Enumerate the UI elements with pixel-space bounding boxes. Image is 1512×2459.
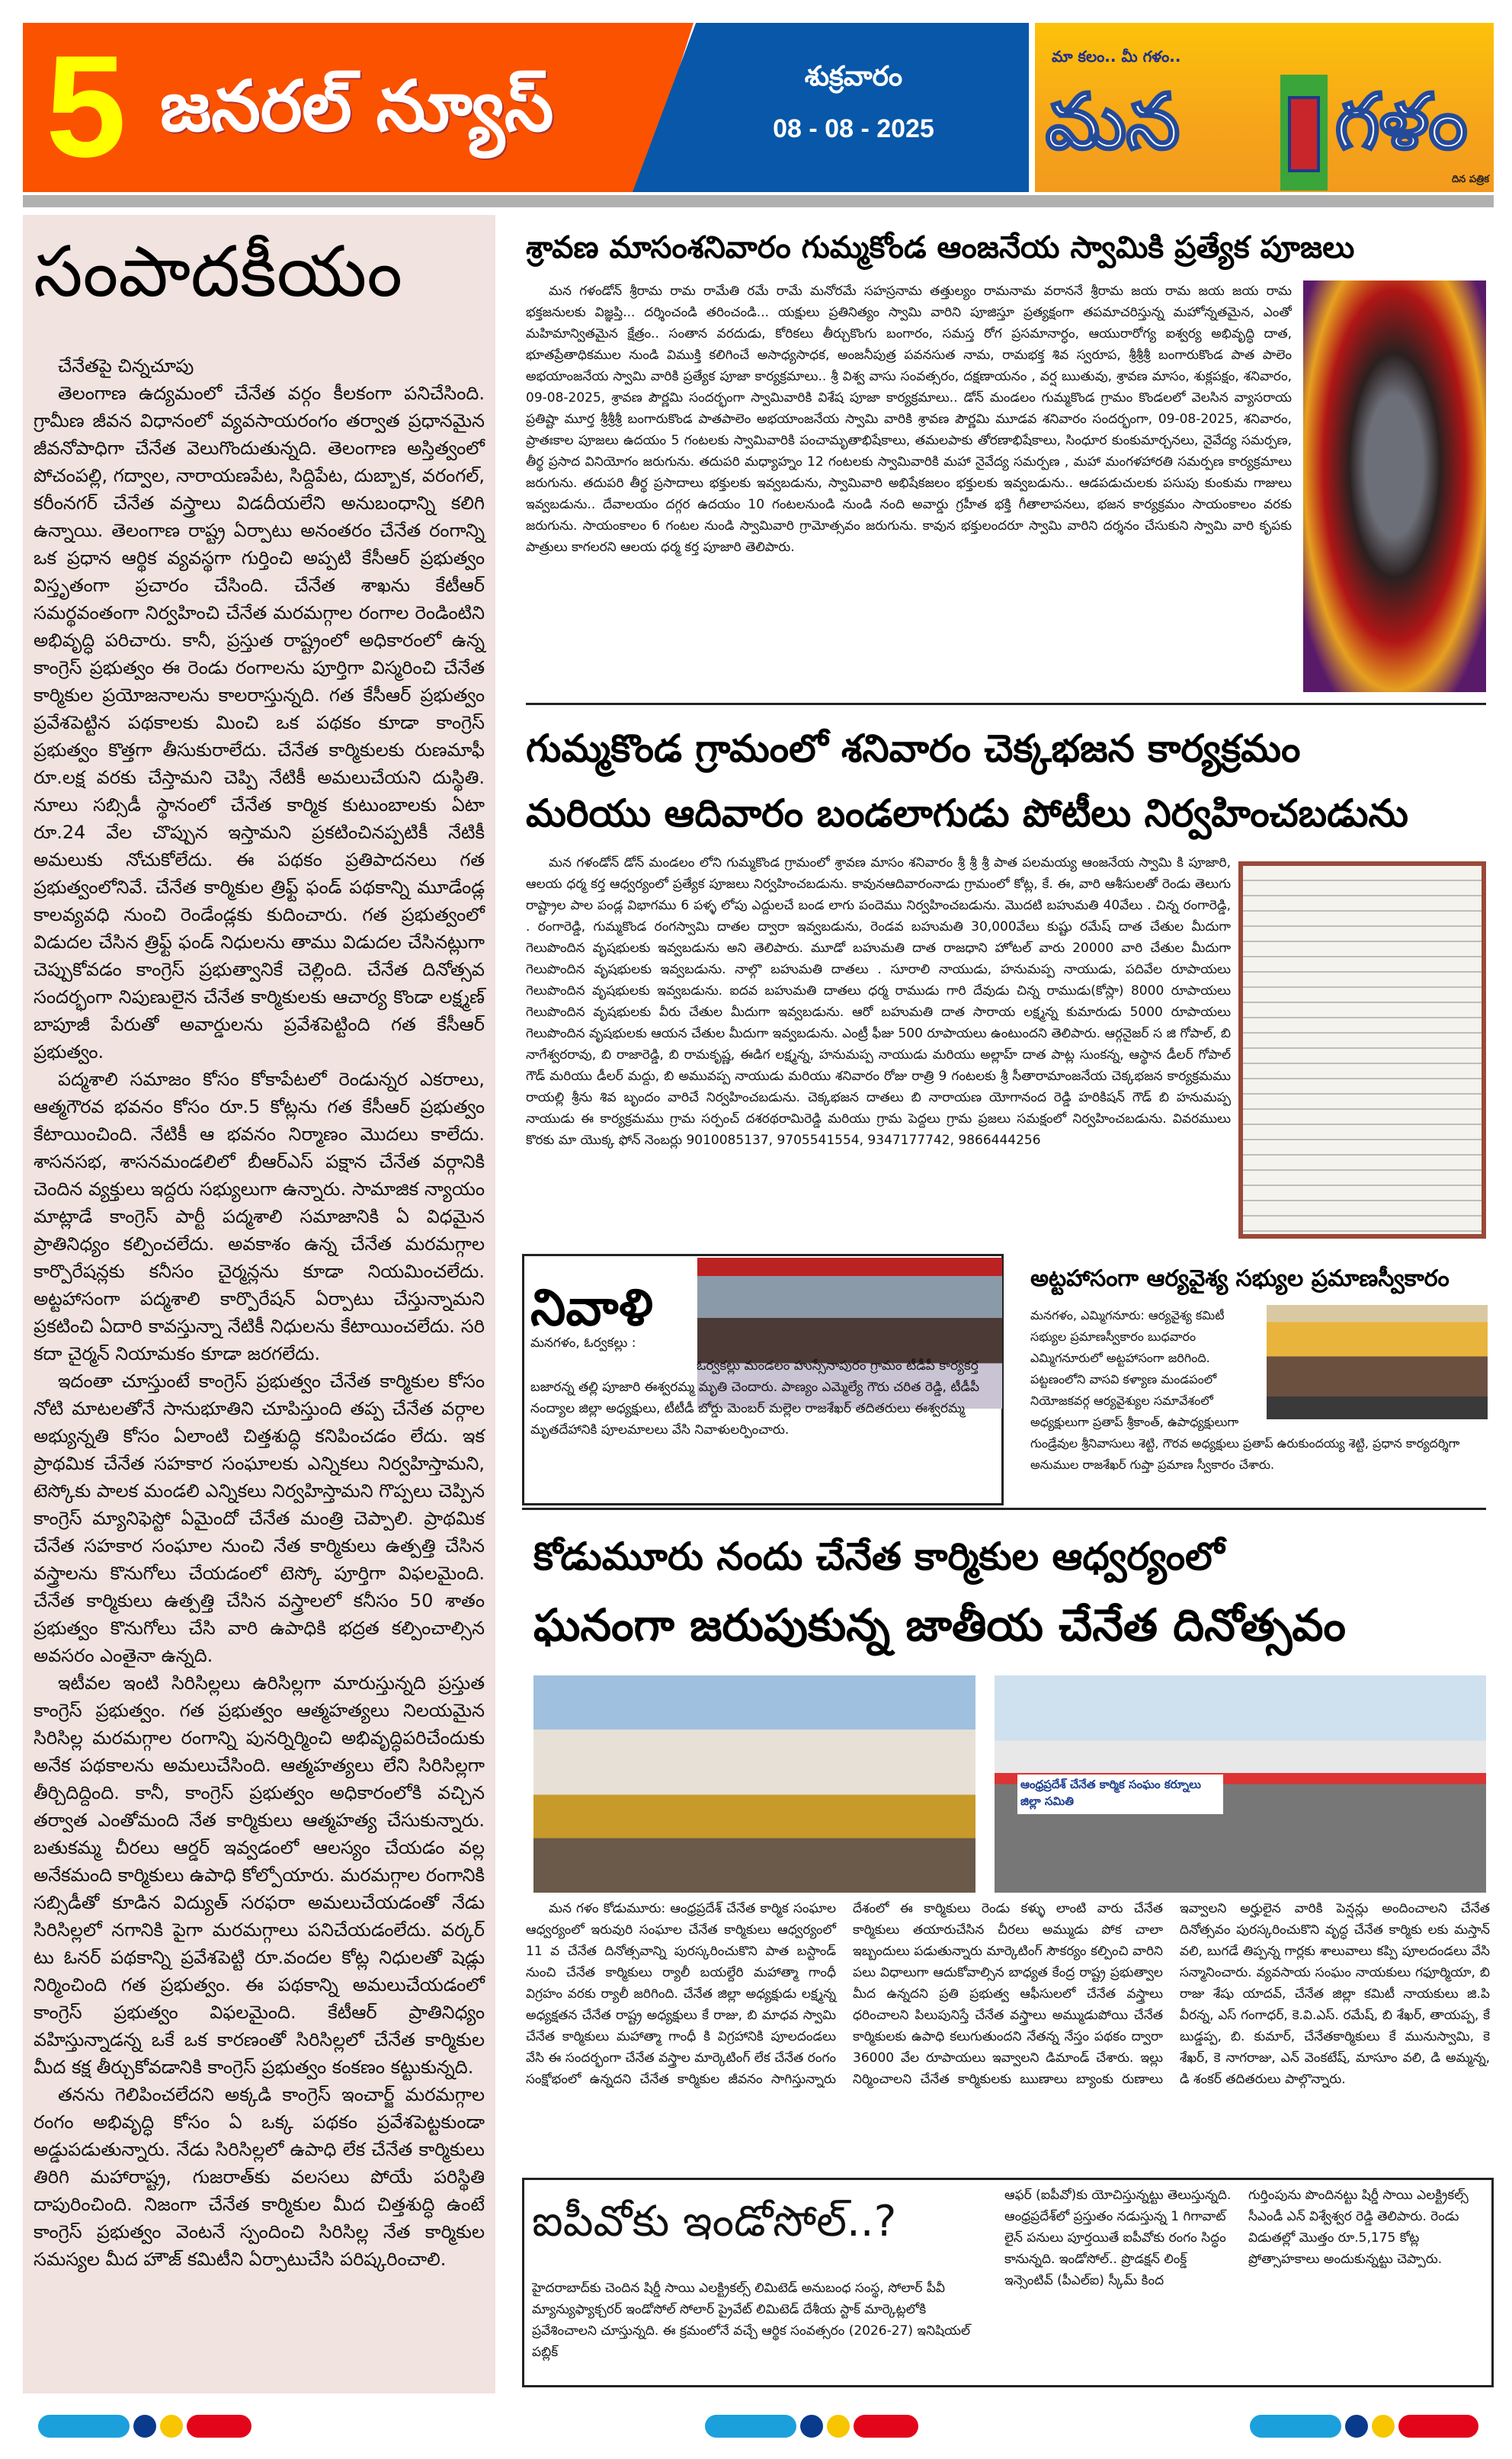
- article2-headline-line1: గుమ్మకొండ గ్రామంలో శనివారం చెక్కభజన కార్యక్రమం: [526, 726, 1301, 771]
- editorial-subtitle: చేనేతపై చిన్నచూపు: [58, 355, 194, 377]
- edition-number: 5: [46, 26, 127, 188]
- masthead-title: జనరల్ న్యూస్: [160, 66, 554, 147]
- arya-vaisya-headline: అట్టహాసంగా ఆర్యవైశ్య సభ్యుల ప్రమాణస్వీకారం: [1030, 1265, 1450, 1292]
- raised-fist-pen-icon: [1280, 75, 1328, 191]
- article3-text: మన గళం కోడుమూరు: ఆంధ్రప్రదేశ్ చేనేత కార్మిక సంఘాల ఆధ్వర్యంలో ఇరువురి సంఘాల చేనేత కార్మికులు ఆధ్వర్యంలో 11 వ చేనేత దినోత్సవాన్ని పురస్కరించుకొని పాత బస్టాండ్ నుంచి చేనేత కార్మికులు ర్యాలీ బయల్దేరి మహాత్మా గాంధీ విగ్రహం వరకు ర్యాలీ జరిగింది. చేనేత జిల్లా అధ్యక్షుడు లక్ష్మన్న అధ్యక్షతన చేనేత రాష్ట్ర అధ్యక్షులు కే రాజు, బి మాధవ స్వామి చేనేత కార్మికులు మహాత్మా గాంధీ కి విగ్రహానికి పూలదండలు వేసి ఈ సందర్భంగా చేనేత వస్త్రాల మార్కెటింగ్ లేక చేనేత రంగం సంక్షోభంలో ఉన్నదని చేనేత కార్మికుల జీవనం సాగిస్తున్నారు దేశంలో ఈ కార్మికులు రెండు కళ్ళు లాంటి వారు చేనేత కార్మికులు తయారుచేసిన చీరలు అమ్ముడు పోక చాలా ఇబ్బందులు పడుతున్నారు మార్కెటింగ్ సౌకర్యం కల్పించి వారిని పలు విధాలుగా ఆదుకోవాల్సిన బాధ్యత కేంద్ర రాష్ట్ర ప్రభుత్వాల మీద ఉన్నదని ప్రతి ప్రభుత్వ ఆఫీసులలో చేనేత వస్త్రాలు ధరించాలని పిలుపునిస్తే చేనేత వస్త్రాలు అమ్ముడుపోయి చేనేత కార్మికులకు ఉపాధి కలుగుతుందని నేతన్న నేస్తం పథకం ద్వారా 36000 వేల రూపాయలు ఇవ్వాలని డిమాండ్ చేశారు. ఇల్లు నిర్మించాలని చేనేత కార్మికులకు ఋణాలు బ్యాంకు రుణాలు ఇవ్వాలని అర్హులైన వారికి పెన్షన్లు అందించాలని చేనేత దినోత్సవం పురస్కరించుకొని వృద్ధ చేనేత కార్మికు లకు మస్తాన్ వలి, బుగడే తిప్పన్న గార్లకు శాలువాలు కప్పి పూలదండలు వేసి సన్మానించారు. వ్యవసాయ సంఘం నాయకులు గఫూర్మియా, బి రాజు శేషు యాదవ్, చేనేత జిల్లా కమిటీ నాయకులు జి.పి వీరన్న, ఎస్ గంగాధర్, కె.వి.ఎస్. రమేష్, బి శేఖర్, తాయప్ప, కే బుడ్డప్ప, బి. కుమార్, చేనేతకార్మికులు కే మునుస్వామి, కె శేఖర్, కె నాగరాజు, ఎన్ వెంకటేష్, మాసూం వలి, డి అమ్మన్న, డి శంకర్ తదితరులు పాల్గొన్నారు.: [526, 1901, 1490, 2087]
- article2-headline-line2: మరియు ఆదివారం బండలాగుడు పోటీలు నిర్వహించబడును: [526, 791, 1408, 835]
- arya-vaisya-body: [1030, 1305, 1488, 1496]
- header-divider: [23, 195, 1494, 207]
- issue-day: శుక్రవారం: [804, 61, 903, 92]
- nivali-label: నివాళి: [530, 1278, 653, 1337]
- editorial-paragraph: పద్మశాలి సమాజం కోసం కోకాపేటలో రెండున్నర ఎకరాలు, ఆత్మగౌరవ భవనం కోసం రూ.5 కోట్లను గత కేసీఆర్ ప్రభుత్వం కేటాయించింది. నేటికీ ఆ భవనం నిర్మాణం మొదలు కాలేదు. శాసనసభ, శాసనమండలిలో బీఆర్ఎస్ పక్షాన చేనేత వర్గానికి చెందిన వ్యక్తులు ఇద్దరు సభ్యులుగా ఉన్నారు. సామాజిక న్యాయం మాట్లాడే కాంగ్రెస్ పార్టీ పద్మశాలి సమాజానికి ఏ విధమైన ప్రాతినిధ్యం కల్పించలేదు. అవకాశం ఉన్న చేనేత మరమగ్గాల కార్పొరేషన్లకు కనీసం చైర్మన్లను కూడా నియమించలేదు. అట్టహాసంగా పద్మశాలి కార్పొరేషన్ ఏర్పాటు చేస్తున్నామని ప్రకటించి ఏదారి కావస్తున్నా నేటికీ నిధులను కేటాయించలేదు. సరి కదా చైర్మన్ నియామకం కూడా జరగలేదు.: [34, 1069, 485, 1364]
- editorial-paragraph: తెలంగాణ ఉద్యమంలో చేనేత వర్గం కీలకంగా పనిచేసింది. గ్రామీణ జీవన విధానంలో వ్యవసాయరంగం తర్వాత ప్రధానమైన జీవనోపాధిగా చేనేత వెలుగొందుతున్నది. తెలంగాణ అస్తిత్వంలో పోచంపల్లి, గద్వాల, నారాయణపేట, సిద్దిపేట, దుబ్బాక, వరంగల్, కరీంనగర్ చేనేత వస్త్రాలు విడదీయలేని అనుబంధాన్ని కలిగి ఉన్నాయి. తెలంగాణ రాష్ట్ర ఏర్పాటు అనంతరం చేనేత రంగాన్ని ఒక ప్రధాన ఆర్థిక వ్యవస్థగా గుర్తించి అప్పటి కేసీఆర్ ప్రభుత్వం విస్తృతంగా ప్రచారం చేసింది. చేనేత శాఖను కేటీఆర్ సమర్థవంతంగా నిర్వహించి చేనేత మరమగ్గాల రంగాల రెండింటిని అభివృద్ధి పరిచారు. కానీ, ప్రస్తుత రాష్ట్రంలో అధికారంలో ఉన్న కాంగ్రెస్ ప్రభుత్వం ఈ రెండు రంగాలను పూర్తిగా విస్మరించి చేనేత కార్మికుల ప్రయోజనాలను కాలరాస్తున్నది. గత కేసీఆర్ ప్రభుత్వం ప్రవేశపెట్టిన పథకాలకు మించి ఒక పథకం కూడా కాంగ్రెస్ ప్రభుత్వం కొత్తగా తీసుకురాలేదు. చేనేత కార్మికులకు రుణమాఫీ రూ.లక్ష వరకు చేస్తామని చెప్పి నేటికీ అమలుచేయని దుస్థితి. నూలు సబ్సిడీ స్థానంలో చేనేత కార్మిక కుటుంబాలకు ఏటా రూ.24 వేల చొప్పున ఇస్తామని ప్రకటించినప్పటికీ నేటికీ అమలుకు నోచుకోలేదు. ఈ పథకం ప్రతిపాదనలు గత ప్రభుత్వంలోనివే. చేనేత కార్మికుల త్రిఫ్ట్ ఫండ్ పథకాన్ని మూడేండ్ల కాలవ్యవధి నుంచి రెండేండ్లకు కుదించారు. గత ప్రభుత్వంలో విడుదల చేసిన త్రిఫ్ట్ ఫండ్ నిధులను తాము విడుదల చేసినట్లుగా చెప్పుకోవడం కాంగ్రెస్ ప్రభుత్వానికే చెల్లింది. చేనేత దినోత్సవ సందర్భంగా నిపుణులైన చేనేత కార్మికులకు ఆచార్య కొండా లక్ష్మణ్ బాపూజీ పేరుతో అవార్డులను ప్రవేశపెట్టింది గత కేసీఆర్ ప్రభుత్వం.: [34, 383, 485, 1063]
- arya-vaisya-text: మనగళం, ఎమ్మిగనూరు: ఆర్యవైశ్య కమిటీ సభ్యుల ప్రమాణస్వీకారం బుధవారం ఎమ్మిగనూరులో అట్టహాసంగా జరిగింది. పట్టణంలోని వాసవి కళ్యాణ మండపంలో నియోజకవర్గ ఆర్యవైశ్యుల సమావేశంలో అధ్యక్షులుగా ప్రతాప్ శ్రీకాంత్, ఉపాధ్యక్షులుగా గుండ్రేవుల శ్రీనివాసులు శెట్టి, గౌరవ అధ్యక్షులు ప్రతాప్ ఉరుకుందయ్య శెట్టి, ప్రధాన కార్యదర్శిగా అనుముల రాజశేఖర్ గుప్తా ప్రమాణ స్వీకారం చేశారు.: [1030, 1308, 1460, 1472]
- nivali-dateline: మనగళం, ఓర్వకల్లు :: [530, 1335, 636, 1351]
- article2-body: [526, 852, 1231, 1241]
- indosol-col3: గుర్తింపును పొందినట్టు షిర్డీ సాయి ఎలక్ట్రికల్స్ సీఎండీ ఎన్ విశ్వేశ్వర రెడ్డి తెలిపారు. రెండు విడుతల్లో మొత్తం రూ.5,175 కోట్ల ప్రోత్సాహకాలు అందుకున్నట్టు చెప్పారు.: [1248, 2188, 1469, 2267]
- indosol-col1: హైదరాబాద్‌కు చెందిన షిర్డీ సాయి ఎలక్ట్రికల్స్ లిమిటెడ్ అనుబంధ సంస్థ, సోలార్ పీవీ మ్యాన్యుఫ్యాక్చరర్ ఇండోసోల్ సోలార్ ప్రైవేట్ లిమిటెడ్ దేశీయ స్టాక్ మార్కెట్లలోకి ప్రవేశించాలని చూస్తున్నది. ఈ క్రమంలోనే వచ్చే ఆర్థిక సంవత్సరం (2026-27) ఇనిషియల్ పబ్లిక్: [532, 2281, 971, 2360]
- nivali-box: [522, 1254, 1004, 1505]
- logo-tagline: మా కలం.. మీ గళం..: [1052, 47, 1181, 66]
- indosol-headline: ఐపీవోకు ఇండోసోల్..?: [532, 2197, 897, 2246]
- gandhi-statue-photo: [533, 1675, 975, 1893]
- rally-banner-text: ఆంధ్రప్రదేశ్ చేనేత కార్మిక సంఘం కర్నూలు జిల్లా సమితి: [1017, 1775, 1223, 1814]
- editorial-paragraph: తనను గెలిపించలేదని అక్కడి కాంగ్రెస్ ఇంచార్జ్ మరమగ్గాల రంగం అభివృద్ధి కోసం ఏ ఒక్క పథకం ప్రవేశపెట్టకుండా అడ్డుపడుతున్నారు. నేడు సిరిసిల్లలో ఉపాధి లేక చేనేత కార్మికులు తిరిగి మహారాష్ట్ర, గుజరాత్‌కు వలసలు పోయే పరిస్థితి దాపురించింది. నిజంగా చేనేత కార్మికుల మీద చిత్తశుద్ధి ఉంటే కాంగ్రెస్ ప్రభుత్వం వెంటనే స్పందించి సిరిసిల్ల నేత కార్మికుల సమస్యల మీద హౌజ్ కమిటీని ఏర్పాటుచేసి పరిష్కరించాలి.: [34, 2084, 485, 2270]
- issue-date: 08 - 08 - 2025: [773, 114, 934, 143]
- oath-ceremony-photo: [1267, 1305, 1488, 1419]
- bull-race-pamphlet-photo: [1238, 861, 1486, 1239]
- article3-headline-line1: కోడుమూరు నందు చేనేత కార్మికుల ఆధ్వర్యంలో: [533, 1534, 1225, 1579]
- hanuman-idol-photo: [1303, 281, 1486, 692]
- indosol-box: [522, 2178, 1494, 2387]
- article1-body: [526, 281, 1292, 692]
- indosol-col2: ఆఫర్ (ఐపీవో)కు యోచిస్తున్నట్టు తెలుస్తున్నది. ఆంధ్రప్రదేశ్‌లో ప్రస్తుతం నడుస్తున్న 1 గిగావాట్ లైన్ పనులు పూర్తయితే ఐపీవోకు రంగం సిద్ధం కానున్నది. ఇండోసోల్.. ప్రొడక్షన్ లింక్డ్ ఇన్సెంటివ్ (పీఎల్ఐ) స్కీమ్ కింద: [1004, 2188, 1232, 2288]
- editorial-title: సంపాదకీయం: [34, 231, 403, 313]
- logo-word-left: మన: [1046, 77, 1180, 166]
- article1-headline: శ్రావణ మాసంశనివారం గుమ్మకోండ ఆంజనేయ స్వామికి ప్రత్యేక పూజలు: [526, 230, 1355, 265]
- nivali-body: ఓర్వకల్లు మండలం హుస్సేనాపురం గ్రామం టీడీపీ కార్యకర్త బజారన్న తల్లి పూజారి ఈశ్వరమ్మ మృతి చెందారు. పాణ్యం ఎమ్మెల్యే గౌరు చరిత రెడ్డి, టీడీపీ నంద్యాల జిల్లా అధ్యక్షులు, టీటీడీ బోర్డు మెంబర్ మల్లెల రాజశేఖర్ తదితరులు ఈశ్వరమ్మ మృతదేహానికి పూలమాలలు వేసి నివాళులర్పించారు.: [530, 1358, 980, 1438]
- section-divider: [522, 1508, 1486, 1510]
- article2-text: మన గళండోన్ డోన్ మండలం లోని గుమ్మకొండ గ్రామంలో శ్రావణ మాసం శనివారం శ్రీ శ్రీ శ్రీ పాత పలమయ్య ఆంజనేయ స్వామి కి పూజారి, ఆలయ ధర్మ కర్త ఆధ్వర్యంలో ప్రత్యేక పూజలు నిర్వహించబడును. కావునఆదివారంనాడు గ్రామంలో కోట్ల, కే. ఈ, వారి ఆశీసులతో రెండు తెలుగు రాష్ట్రాల పాల పండ్ల విభాగము 6 పళ్ళ లోపు ఎద్దులచే బండ లాగు పందెము నిర్వహించబడును. మొదటి బహుమతి 40వేలు . చిన్న రంగారెడ్డి, . రంగారెడ్డి, గుమ్మకొండ రంగస్వామి దాతల ద్వారా ఇవ్వబడును, రెండవ బహుమతి 30,000వేలు కుష్టు రమేష్ దాత చేతుల మీదుగా గెలుపొందిన వృషభులకు ఇవ్వబడును అని తెలిపారు. మూడో బహుమతి దాత రాజధాని హోటల్ వారు 20000 వారి చేతుల మీదుగా గెలుపొందిన వృషభులకు ఇవ్వబడును. నాల్గొ బహుమతి దాతలు . సూరాలి నాయుడు, హనుమప్ప నాయుడు, పదివేల రూపాయలు గెలుపొందిన వృషభులకు ఇవ్వబడును. ఐదవ బహుమతి దాతలు ధర్మ రాముడు గారి దేవుడు చిన్న రాముడు(కోస్లా) 8000 రూపాయలు గెలుపొందిన వృషభులకు వీరు చేతుల మీదుగా ఇవ్వబడును. ఆరో బహుమతి దాత సారాయ లక్ష్మన్న కుమారుడు 5000 రూపాయలు గెలుపొందిన వృషభులకు ఆయన చేతుల మీదుగా ఇవ్వబడును. ఎంట్రీ ఫీజు 500 రూపాయలు ఉంటుందని తెలిపారు. ఆర్గనైజర్ స జి గోపాల్, బి నాగేశ్వరరావు, బి రాజారెడ్డి, బి రామకృష్ణ, ఈడిగ లక్ష్మన్న, హనుమప్ప నాయుడు మరియు అల్లాహ్ దాత పాట్ల సుంకన్న, ఆస్థాన డీలర్ గోపాల్ గౌడ్ మరియు డీలర్ మద్దు, బి అమువప్ప నాయుడు మరియు శనివారం రోజు రాత్రి 9 గంటలకు శ్రీ సీతారామాంజనేయ చెక్కభజన కార్యక్రమము రాయల్లి శ్రీను శివ బృందం వారిచే నిర్వహించబడును. చెక్కభజన దాతలు బి నారాయణ యోగానంద రెడ్డి హరికిషన్ గౌడ్ బి హనుమప్ప నాయుడు ఈ కార్యక్రమము గ్రామ సర్పంచ్ దశరథరామిరెడ్డి మరియు గ్రామ పెద్దలు గ్రామ ప్రజలు సమక్షంలో నిర్వహించబడును. వివరములు కొరకు మా యొక్క ఫోన్ నెంబర్లు 9010085137, 9705541554, 9347177742, 9866444256: [526, 855, 1231, 1148]
- article3-headline-line2: ఘనంగా జరుపుకున్న జాతీయ చేనేత దినోత్సవం: [533, 1599, 1346, 1651]
- logo-subtitle: దిన పత్రిక: [1452, 174, 1490, 185]
- editorial-paragraph: ఇదంతా చూస్తుంటే కాంగ్రెస్ ప్రభుత్వం చేనేత కార్మికుల కోసం నోటి మాటలతోనే సానుభూతిని చూపిస్తుంది తప్ప చేనేత వర్గాల అభ్యున్నతి కోసం ఏలాంటి చిత్తశుద్ధి కనిపించడం లేదు. ఇక ప్రాథమిక చేనేత సహకార సంఘాలకు ఎన్నికలు నిర్వహిస్తామని, టెస్కోకు పాలక మండలి ఎన్నికలు నిర్వహిస్తామని గొప్పలు చెప్పిన కాంగ్రెస్ మ్యానిఫెస్టో ఏమైందో చేనేత మంత్రి చెప్పాలి. ప్రాథమిక చేనేత సహకార సంఘాల నుంచి నేత కార్మికులు ఉత్పత్తి చేసిన వస్త్రాలను కొనుగోలు చేయడంలో టెస్కో పూర్తిగా విఫలమైంది. చేనేత కార్మికులు ఉత్పత్తి చేసిన వస్త్రాలలో కనీసం 50 శాతం ప్రభుత్వం కొనుగోలు చేసి వారి ఉపాధికి భద్రత కల్పించాల్సిన అవసరం ఎంతైనా ఉన్నది.: [34, 1371, 485, 1666]
- editorial-paragraph: ఇటీవల ఇంటి సిరిసిల్లలు ఉరిసిల్లగా మారుస్తున్నది ప్రస్తుత కాంగ్రెస్ ప్రభుత్వం. గత ప్రభుత్వం ఆత్మహత్యలు నిలయమైన సిరిసిల్ల మరమగ్గాల రంగాన్ని పునర్నిర్మించి అభివృద్ధిపరిచేందుకు అనేక పథకాలను అమలుచేసింది. ఆత్మహత్యలు లేని సిరిసిల్లగా తీర్చిదిద్దింది. కానీ, కాంగ్రెస్ ప్రభుత్వం అధికారంలోకి వచ్చిన తర్వాత ఎంతోమంది నేత కార్మికులు ఆత్మహత్య చేసుకున్నారు. బతుకమ్మ చీరలు ఆర్డర్ ఇవ్వడంలో ఆలస్యం చేయడం వల్ల అనేకమంది కార్మికులు ఉపాధి కోల్పోయారు. మరమగ్గాల రంగానికి సబ్సిడీతో కూడిన విద్యుత్ సరఫరా అమలుచేయడంతో నేడు సిరిసిల్లలో నగానికి పైగా మరమగ్గాలు పనిచేయడంలేదు. వర్కర్ టు ఓనర్ పథకాన్ని ప్రవేశపెట్టి రూ.వందల కోట్ల నిధులతో షెడ్లు నిర్మించింది గత ప్రభుత్వం. ఈ పథకాన్ని అమలుచేయడంలో కాంగ్రెస్ ప్రభుత్వం విఫలమైంది. కేటీఆర్ ప్రాతినిధ్యం వహిస్తున్నాడన్న ఒకే ఒక కారణంతో సిరిసిల్లలో చేనేత కార్మికుల మీద కక్ష తీర్చుకోవడానికి కాంగ్రెస్ ప్రభుత్వం కంకణం కట్టుకున్నది.: [34, 1672, 485, 2078]
- section-divider: [526, 703, 1486, 705]
- date-panel: [633, 23, 1029, 192]
- article1-text: మన గళండోన్ శ్రీరామ రామ రామేతి రమే రామే మనోరమే సహస్రనామ తత్తుల్యం రామనామ వరాననే శ్రీరామ జయ రామ జయ జయ రామ భక్తజనులకు విజ్ఞప్తి... దర్శించండి తరించండి... యక్షులు ప్రతినిత్యం స్వామి వారిని పూజిస్తూ ప్రత్యక్షంగా తపమాచరిస్తున్న మహోన్నతమైన, ఎంతో మహిమాన్వితమైన క్షేత్రం.. సంతాన వరదుడు, కోరికలు తీర్చుకొంగు బంగారం, సమస్త రోగ ప్రసమానార్ధం, ఆయురారోగ్య ఐశ్వర్య అభివృద్ధి దాత, భూతప్రేతాధికముల నుండి విముక్తి కలిగించే అసాధ్యసాధక, అంజనీపుత్ర పవనసుత నామ, రామభక్త శివ స్వరూప, శ్రీశ్రీశ్రీ బంగారుకొండ పాత పాలెం అభయాంజనేయ స్వామి వారికి ప్రత్యేక పూజా కార్యక్రమాలు.. శ్రీ విశ్వ వాసు సంవత్సరం, దక్షణాయనం , వర్ష ఋతువు, శ్రావణ మాసం, శుక్లపక్షం, శనివారం, 09-08-2025, శ్రావణ పౌర్ణమి సందర్భంగా స్వామివారికి విశేష పూజా కార్యక్రమాలు.. డోన్ మండలం గుమ్మకొండ గ్రామం కొండలలో వెలసిన వ్యాసరాయ ప్రతిష్టా మూర్త శ్రీశ్రీశ్రీ బంగారుకొండ పాతపాలెం అభయాంజనేయ స్వామి వారికి శ్రావణ పౌర్ణమి మూడవ శనివారం సందర్భంగా, 09-08-2025, శనివారం, ప్రాతఃకాల పూజలు ఉదయం 5 గంటలకు స్వామివారికి పంచామృతాభిషేకాలు, తమలపాకు తోరణాభిషేకాలు, సింధూర కుంకుమార్చనలు, నైవేద్య సమర్పణ, తీర్థ ప్రసాద వినియోగం జరుగును. తదుపరి మధ్యాహ్నం 12 గంటలకు స్వామివారికి మహా నైవేద్య సమర్పణ , మహా మంగళహారతి సమర్పణ కార్యక్రమాలు జరుగును. తదుపరి తీర్థ ప్రసాదాలు భక్తులకు ఇవ్వబడును, స్వామివారి అభిషేకజలం భక్తులకు ఇవ్వబడును.. ఆడపడుచులకు పసుపు కుంకుమ గాజులు ఇవ్వబడును.. దేవాలయం దగ్గర ఉదయం 10 గంటలనుండి నుండి నంది అవార్డు గ్రహీత భక్తి గీతాలాపనలు, భజన కార్యక్రమం సాయంకాలం వరకు జరుగును. సాయంకాలం 6 గంటల నుండి స్వామివారి గ్రామోత్సవం జరుగును. కావున భక్తులందరూ స్వామి వారిని దర్శనం చేసుకుని స్వామి వారి కృపకు పాత్రులు కాగలరని ఆలయ ధర్మ కర్త పూజారి తెలిపారు.: [526, 284, 1292, 555]
- handloom-rally-photo: [995, 1675, 1486, 1893]
- editorial-column: [23, 215, 495, 2393]
- logo-word-right: గళం: [1335, 77, 1468, 166]
- article3-body: [526, 1898, 1490, 2161]
